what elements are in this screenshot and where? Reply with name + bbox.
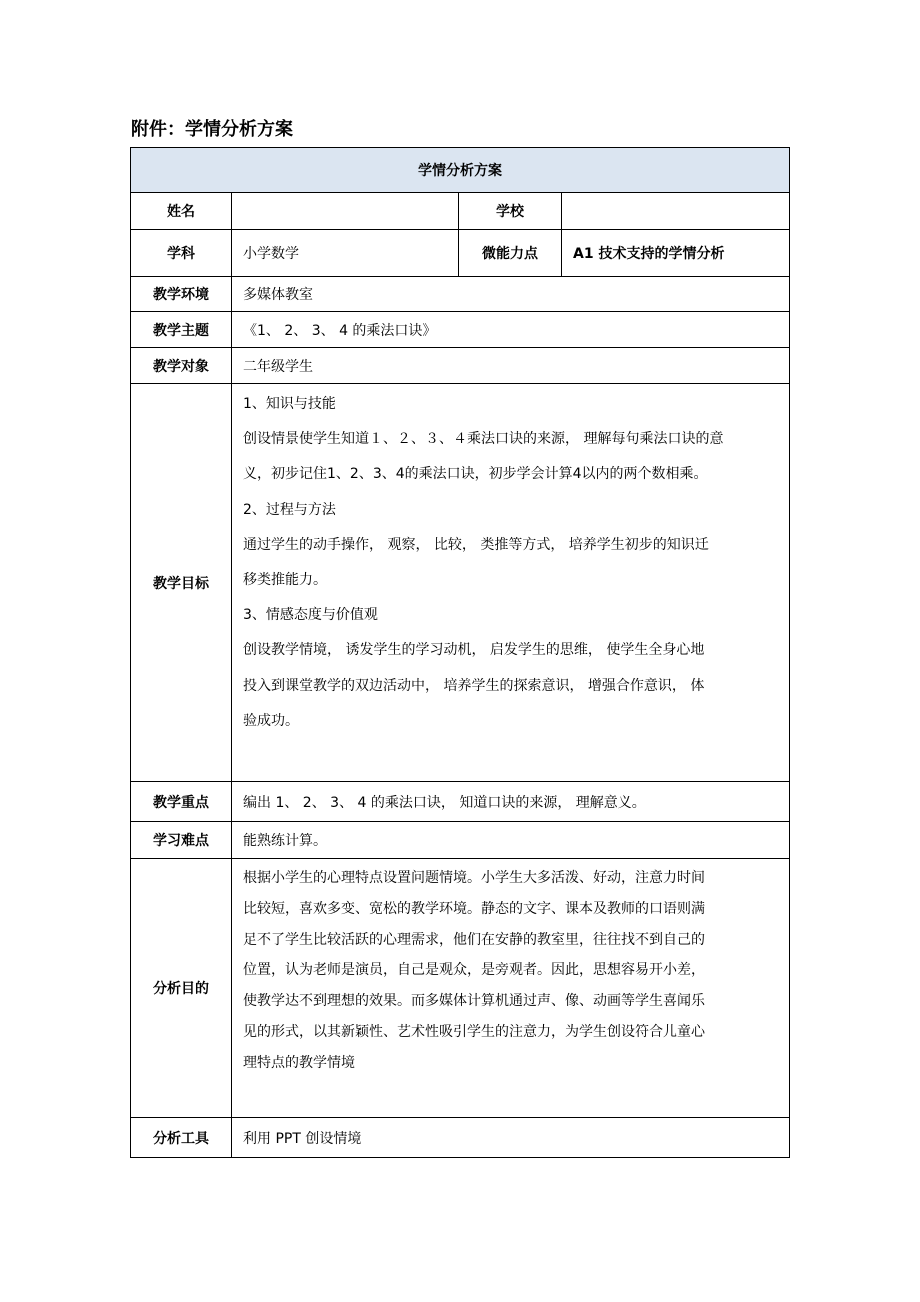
goals-line: 义，初步记住1、2、3、4的乘法口诀，初步学会计算4以内的两个数相乘。 — [243, 466, 708, 483]
environment-label: 教学环境 — [131, 277, 232, 312]
name-field[interactable] — [232, 193, 459, 230]
topic-value: 《1、 2、 3、 4 的乘法口诀》 — [232, 312, 790, 348]
purpose-line: 使教学达不到理想的效果。而多媒体计算机通过声、像、动画等学生喜闻乐 — [243, 993, 705, 1010]
purpose-line: 位置，认为老师是演员，自己是观众，是旁观者。因此，思想容易开小差， — [243, 962, 705, 979]
tools-label: 分析工具 — [131, 1118, 232, 1158]
micro-ability-value: A1 技术支持的学情分析 — [562, 230, 790, 277]
tools-value: 利用 PPT 创设情境 — [232, 1118, 790, 1158]
goals-line: 移类推能力。 — [243, 571, 327, 588]
goals-line: 3、情感态度与价值观 — [243, 607, 378, 624]
purpose-label: 分析目的 — [131, 859, 232, 1118]
difficulty-label: 学习难点 — [131, 822, 232, 859]
audience-value: 二年级学生 — [232, 348, 790, 384]
environment-value: 多媒体教室 — [232, 277, 790, 312]
purpose-line: 比较短，喜欢多变、宽松的教学环境。静态的文字、课本及教师的口语则满 — [243, 900, 705, 917]
goals-line: 验成功。 — [243, 712, 299, 729]
purpose-line: 根据小学生的心理特点设置问题情境。小学生大多活泼、好动，注意力时间 — [243, 870, 705, 886]
goals-content — [232, 384, 790, 782]
document-heading: 附件：学情分析方案 — [131, 119, 293, 140]
goals-line: 投入到课堂教学的双边活动中， 培养学生的探索意识， 增强合作意识， 体 — [243, 677, 705, 694]
topic-label: 教学主题 — [131, 312, 232, 348]
purpose-line: 足不了学生比较活跃的心理需求，他们在安静的教室里，往往找不到自己的 — [243, 931, 705, 948]
school-field[interactable] — [562, 193, 790, 230]
subject-label: 学科 — [131, 230, 232, 277]
subject-value: 小学数学 — [232, 230, 459, 277]
school-label: 学校 — [459, 193, 562, 230]
goals-line: 创设情景使学生知道１、２、３、４乘法口诀的来源， 理解每句乘法口诀的意 — [243, 431, 724, 448]
difficulty-value: 能熟练计算。 — [232, 822, 790, 859]
goals-label: 教学目标 — [131, 384, 232, 782]
audience-label: 教学对象 — [131, 348, 232, 384]
goals-line: 通过学生的动手操作， 观察， 比较， 类推等方式， 培养学生初步的知识迁 — [243, 536, 709, 553]
analysis-table — [130, 147, 790, 1158]
purpose-content — [232, 859, 790, 1118]
key-points-label: 教学重点 — [131, 782, 232, 822]
purpose-line: 理特点的教学情境 — [243, 1054, 355, 1071]
key-points-value: 编出 1、 2、 3、 4 的乘法口诀， 知道口诀的来源， 理解意义。 — [232, 782, 790, 822]
name-label: 姓名 — [131, 193, 232, 230]
goals-line: 1、知识与技能 — [243, 396, 336, 412]
purpose-line: 见的形式，以其新颖性、艺术性吸引学生的注意力，为学生创设符合儿童心 — [243, 1023, 705, 1040]
table-title: 学情分析方案 — [131, 148, 790, 193]
micro-ability-label: 微能力点 — [459, 230, 562, 277]
goals-line: 创设教学情境， 诱发学生的学习动机， 启发学生的思维， 使学生全身心地 — [243, 642, 705, 659]
goals-line: 2、过程与方法 — [243, 501, 336, 518]
